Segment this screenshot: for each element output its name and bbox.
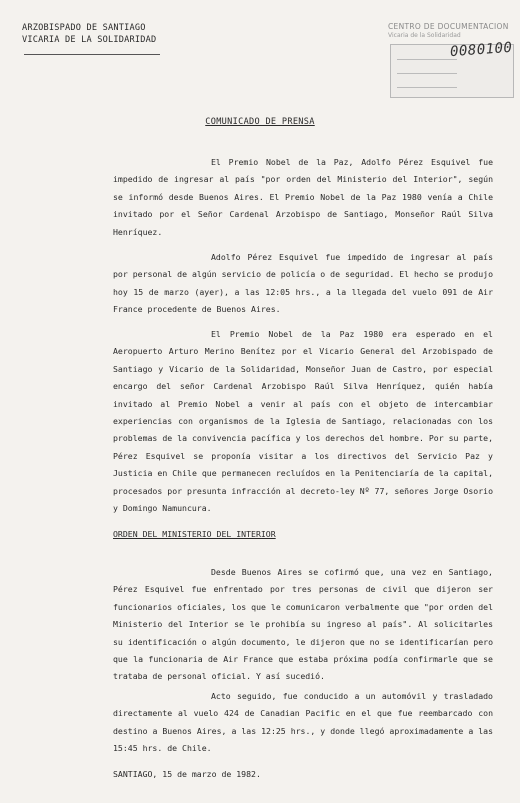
stamp-title: CENTRO DE DOCUMENTACION bbox=[388, 22, 509, 31]
stamp-subtitle: Vicaria de la Solidaridad bbox=[388, 32, 461, 39]
paragraph: Acto seguido, fue conducido a un automóvil y trasladado directamente al vuelo 424 de Canadian Pacific en el que fue reembarcado con destino a Buenos Aires, a las 12:25 hrs., y donde llegó aproximadamente a las 15:45 hrs. de Chile. bbox=[113, 691, 493, 754]
paragraph: Desde Buenos Aires se cofirmó que, una vez en Santiago, Pérez Esquivel fue enfrentado por tres personas de civil que dijeron ser funcionarios oficiales, los que le comunicaron verbalmente que "por orden del Ministerio del Interior se le prohibía su ingreso al país". Al solicitarles su identificación o algún documento, le dijeron que no se identificarían pero que la funcionaria de Air France que estaba próxima podía confirmarle que se trataba de personal oficial. Y así sucedió. bbox=[113, 567, 493, 682]
stamp-line bbox=[397, 87, 457, 88]
section-heading: ORDEN DEL MINISTERIO DEL INTERIOR bbox=[113, 529, 276, 539]
paragraph: El Premio Nobel de la Paz 1980 era esperado en el Aeropuerto Arturo Merino Benítez por el Vicario General del Arzobispado de Santiago y Vicario de la Solidaridad, Monseñor Juan de Castro, por especial encargo del señor Cardenal Arzobispo Raúl Silva Henríquez, quién había invitado al Premio Nobel a venir al país con el objeto de intercambiar experiencias con organismos de la Iglesia de Santiago, relacionadas con los problemas de la convivencia pacífica y los derechos del hombre. Por su parte, Pérez Esquivel se proponía visitar a los directivos del Servicio Paz y Justicia en Chile que permanecen recluídos en la Penitenciaría de la capital, procesados por presunta infracción al decreto-ley Nº 77, señores Jorge Osorio y Domingo Namuncura. bbox=[113, 329, 493, 514]
letterhead-line-2: VICARIA DE LA SOLIDARIDAD bbox=[22, 35, 157, 45]
paragraph: El Premio Nobel de la Paz, Adolfo Pérez Esquivel fue impedido de ingresar al país "por orden del Ministerio del Interior", según se informó desde Buenos Aires. El Premio Nobel de la Paz 1980 venía a Chile invitado por el Señor Cardenal Arzobispo de Santiago, Monseñor Raúl Silva Henríquez. bbox=[113, 157, 493, 237]
letterhead-rule bbox=[24, 54, 160, 55]
stamp-line bbox=[397, 59, 457, 60]
document-title-text: COMUNICADO DE PRENSA bbox=[205, 117, 315, 127]
letterhead-line-1: ARZOBISPADO DE SANTIAGO bbox=[22, 23, 146, 33]
archive-stamp bbox=[388, 22, 516, 100]
paragraph: Adolfo Pérez Esquivel fue impedido de ingresar al país por personal de algún servicio de policía o de seguridad. El hecho se produjo hoy 15 de marzo (ayer), a las 12:05 hrs., a la llegada del vuelo 091 de Air France procedente de Buenos Aires. bbox=[113, 252, 493, 315]
document-title bbox=[0, 117, 520, 127]
letterhead bbox=[22, 22, 160, 55]
stamp-number: 0080100 bbox=[449, 39, 513, 61]
closing-date: SANTIAGO, 15 de marzo de 1982. bbox=[113, 769, 261, 779]
stamp-line bbox=[397, 73, 457, 74]
